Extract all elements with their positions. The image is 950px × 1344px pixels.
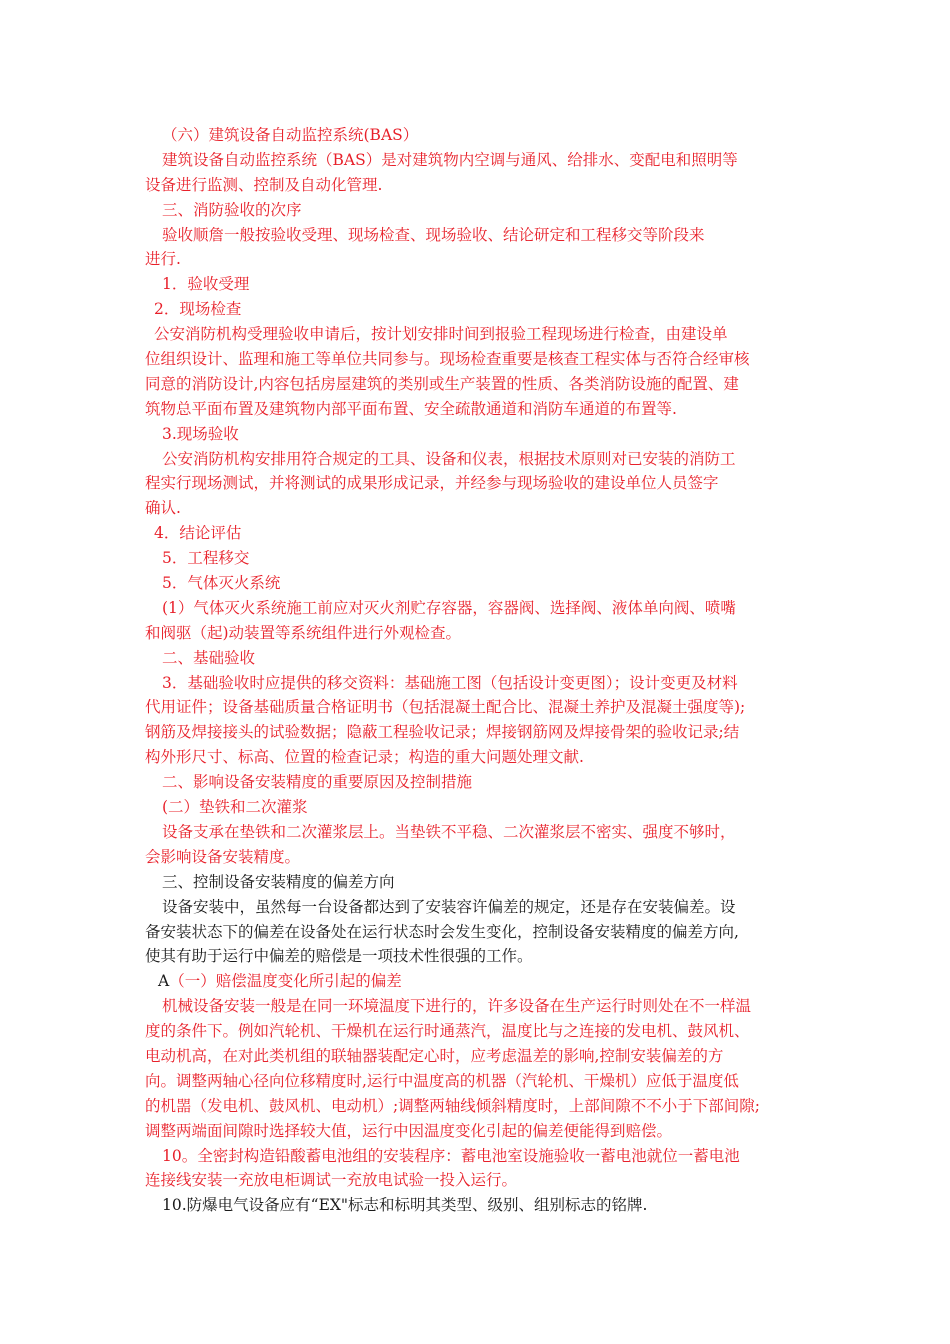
text-line: 程实行现场测试，并将测试的成果形成记录，并经参与现场验收的建设单位人员签字 xyxy=(145,474,719,493)
text-line: 公安消防机构受理验收申请后，按计划安排时间到报验工程现场进行检查，由建设单 xyxy=(154,325,728,344)
text-line: 3．基础验收时应提供的移交资料：基础施工图（包括设计变更图）；设计变更及材料 xyxy=(162,673,738,692)
text-line: 10.防爆电气设备应有“EX"标志和标明其类型、级别、组别标志的铭牌. xyxy=(162,1196,648,1215)
text-line: 的机噐（发电机、鼓风机、电动机）;调整两轴线倾斜精度时，上部间隙不不小于下部间隙; xyxy=(145,1096,760,1115)
text-line: 验收顺詹一般按验收受理、现场检查、现场验收、结论研定和工程移交等阶段来 xyxy=(162,225,705,244)
text-line: 使其有助于运行中偏差的赔偿是一项技术性很强的工作。 xyxy=(145,947,533,966)
text-line: 3.现场验收 xyxy=(162,424,239,443)
document-body xyxy=(145,123,825,1218)
text-line: (二）垫铁和二次灌浆 xyxy=(162,798,308,817)
text-line: 建筑设备自动监控系统（BAS）是对建筑物内空调与通风、给排水、变配电和照明等 xyxy=(162,150,738,169)
text-line xyxy=(145,969,825,994)
text-line: 5．气体灭火系统 xyxy=(162,574,281,593)
text-line: 位组织设计、监理和施工等单位共同参与。现场检查重要是核查工程实体与否符合经审核 xyxy=(145,350,750,369)
text-line: (1）气体灭火系统施工前应对灭火剂贮存容器，容器阀、选择阀、液体单向阀、喷嘴 xyxy=(162,598,736,617)
text-line: 进行. xyxy=(145,250,181,269)
text-line: 机械设备安装一般是在同一环境温度下进行的，许多设备在生产运行时则处在不一样温 xyxy=(162,997,752,1016)
text-line: 向。调整两轴心径向位移精度时,运行中温度高的机器（汽轮机、干燥机）应低于温度低 xyxy=(145,1071,739,1090)
text-line: 1．验收受理 xyxy=(162,275,250,294)
text-line: 二、影响设备安装精度的重要原因及控制措施 xyxy=(162,773,473,792)
text-line: 钢筋及焊接接头的试验数据；隐蔽工程验收记录；焊接钢筋网及焊接骨架的验收记录;结 xyxy=(145,723,740,742)
text-line: 2．现场检查 xyxy=(154,300,242,319)
text-line: 三、控制设备安装精度的偏差方向 xyxy=(162,872,395,891)
text-line: 电动机高，在对此类机组的联轴器装配定心时，应考虑温差的影响,控制安装偏差的方 xyxy=(145,1046,724,1065)
text-line: 设备支承在垫铁和二次灌浆层上。当垫铁不平稳、二次灌浆层不密实、强度不够时， xyxy=(162,822,736,841)
text-line: 同意的消防设计,内容包括房屋建筑的类别或生产装置的性质、各类消防设施的配置、建 xyxy=(145,374,739,393)
text-line: 和阀驱（起)动装置等系统组件进行外观检查。 xyxy=(145,623,462,642)
text-line: 10。全密封构造铅酸蓄电池组的安装程序：蓄电池室设施验收一蓄电池就位一蓄电池 xyxy=(162,1146,740,1165)
text-line: 5．工程移交 xyxy=(162,549,250,568)
text-line: 筑物总平面布置及建筑物内部平面布置、安全疏散通道和消防车通道的布置等. xyxy=(145,399,677,418)
line-prefix: A xyxy=(158,972,170,991)
text-line: 设备安装中，虽然每一台设备都达到了安装容许偏差的规定，还是存在安装偏差。设 xyxy=(162,897,736,916)
text-line: 公安消防机构安排用符合规定的工具、设备和仪表，根据技术原则对已安装的消防工 xyxy=(162,449,736,468)
text-line: 确认. xyxy=(145,499,181,518)
text-line: 连接线安装一充放电柜调试一充放电试验一投入运行。 xyxy=(145,1171,518,1190)
text-line: 度的条件下。例如汽轮机、干燥机在运行时通蒸汽，温度比与之连接的发电机、鼓风机、 xyxy=(145,1022,750,1041)
text-line: 三、消防验收的次序 xyxy=(162,200,302,219)
text-line: 会影响设备安装精度。 xyxy=(145,847,301,866)
text-line: 代用证件；设备基础质量合格证明书（包括混凝土配合比、混凝土养护及混凝土强度等); xyxy=(145,698,746,717)
text-line: 二、基础验收 xyxy=(162,648,256,667)
text-line: 设备进行监测、控制及自动化管理. xyxy=(145,175,383,194)
text-line: 4．结论评估 xyxy=(154,524,242,543)
text-line: （六）建筑设备自动监控系统(BAS） xyxy=(162,126,419,144)
line-rest: （一）赔偿温度变化所引起的偏差 xyxy=(169,972,402,991)
text-line: 构外形尺寸、标高、位置的检查记录；构造的重大问题处理文献. xyxy=(145,748,584,767)
text-line: 备安装状态下的偏差在设备处在运行状态时会发生变化，控制设备安装精度的偏差方向, xyxy=(145,922,739,941)
text-line: 调整两端面间隙时选择较大值，运行中因温度变化引起的偏差便能得到赔偿。 xyxy=(145,1121,673,1140)
